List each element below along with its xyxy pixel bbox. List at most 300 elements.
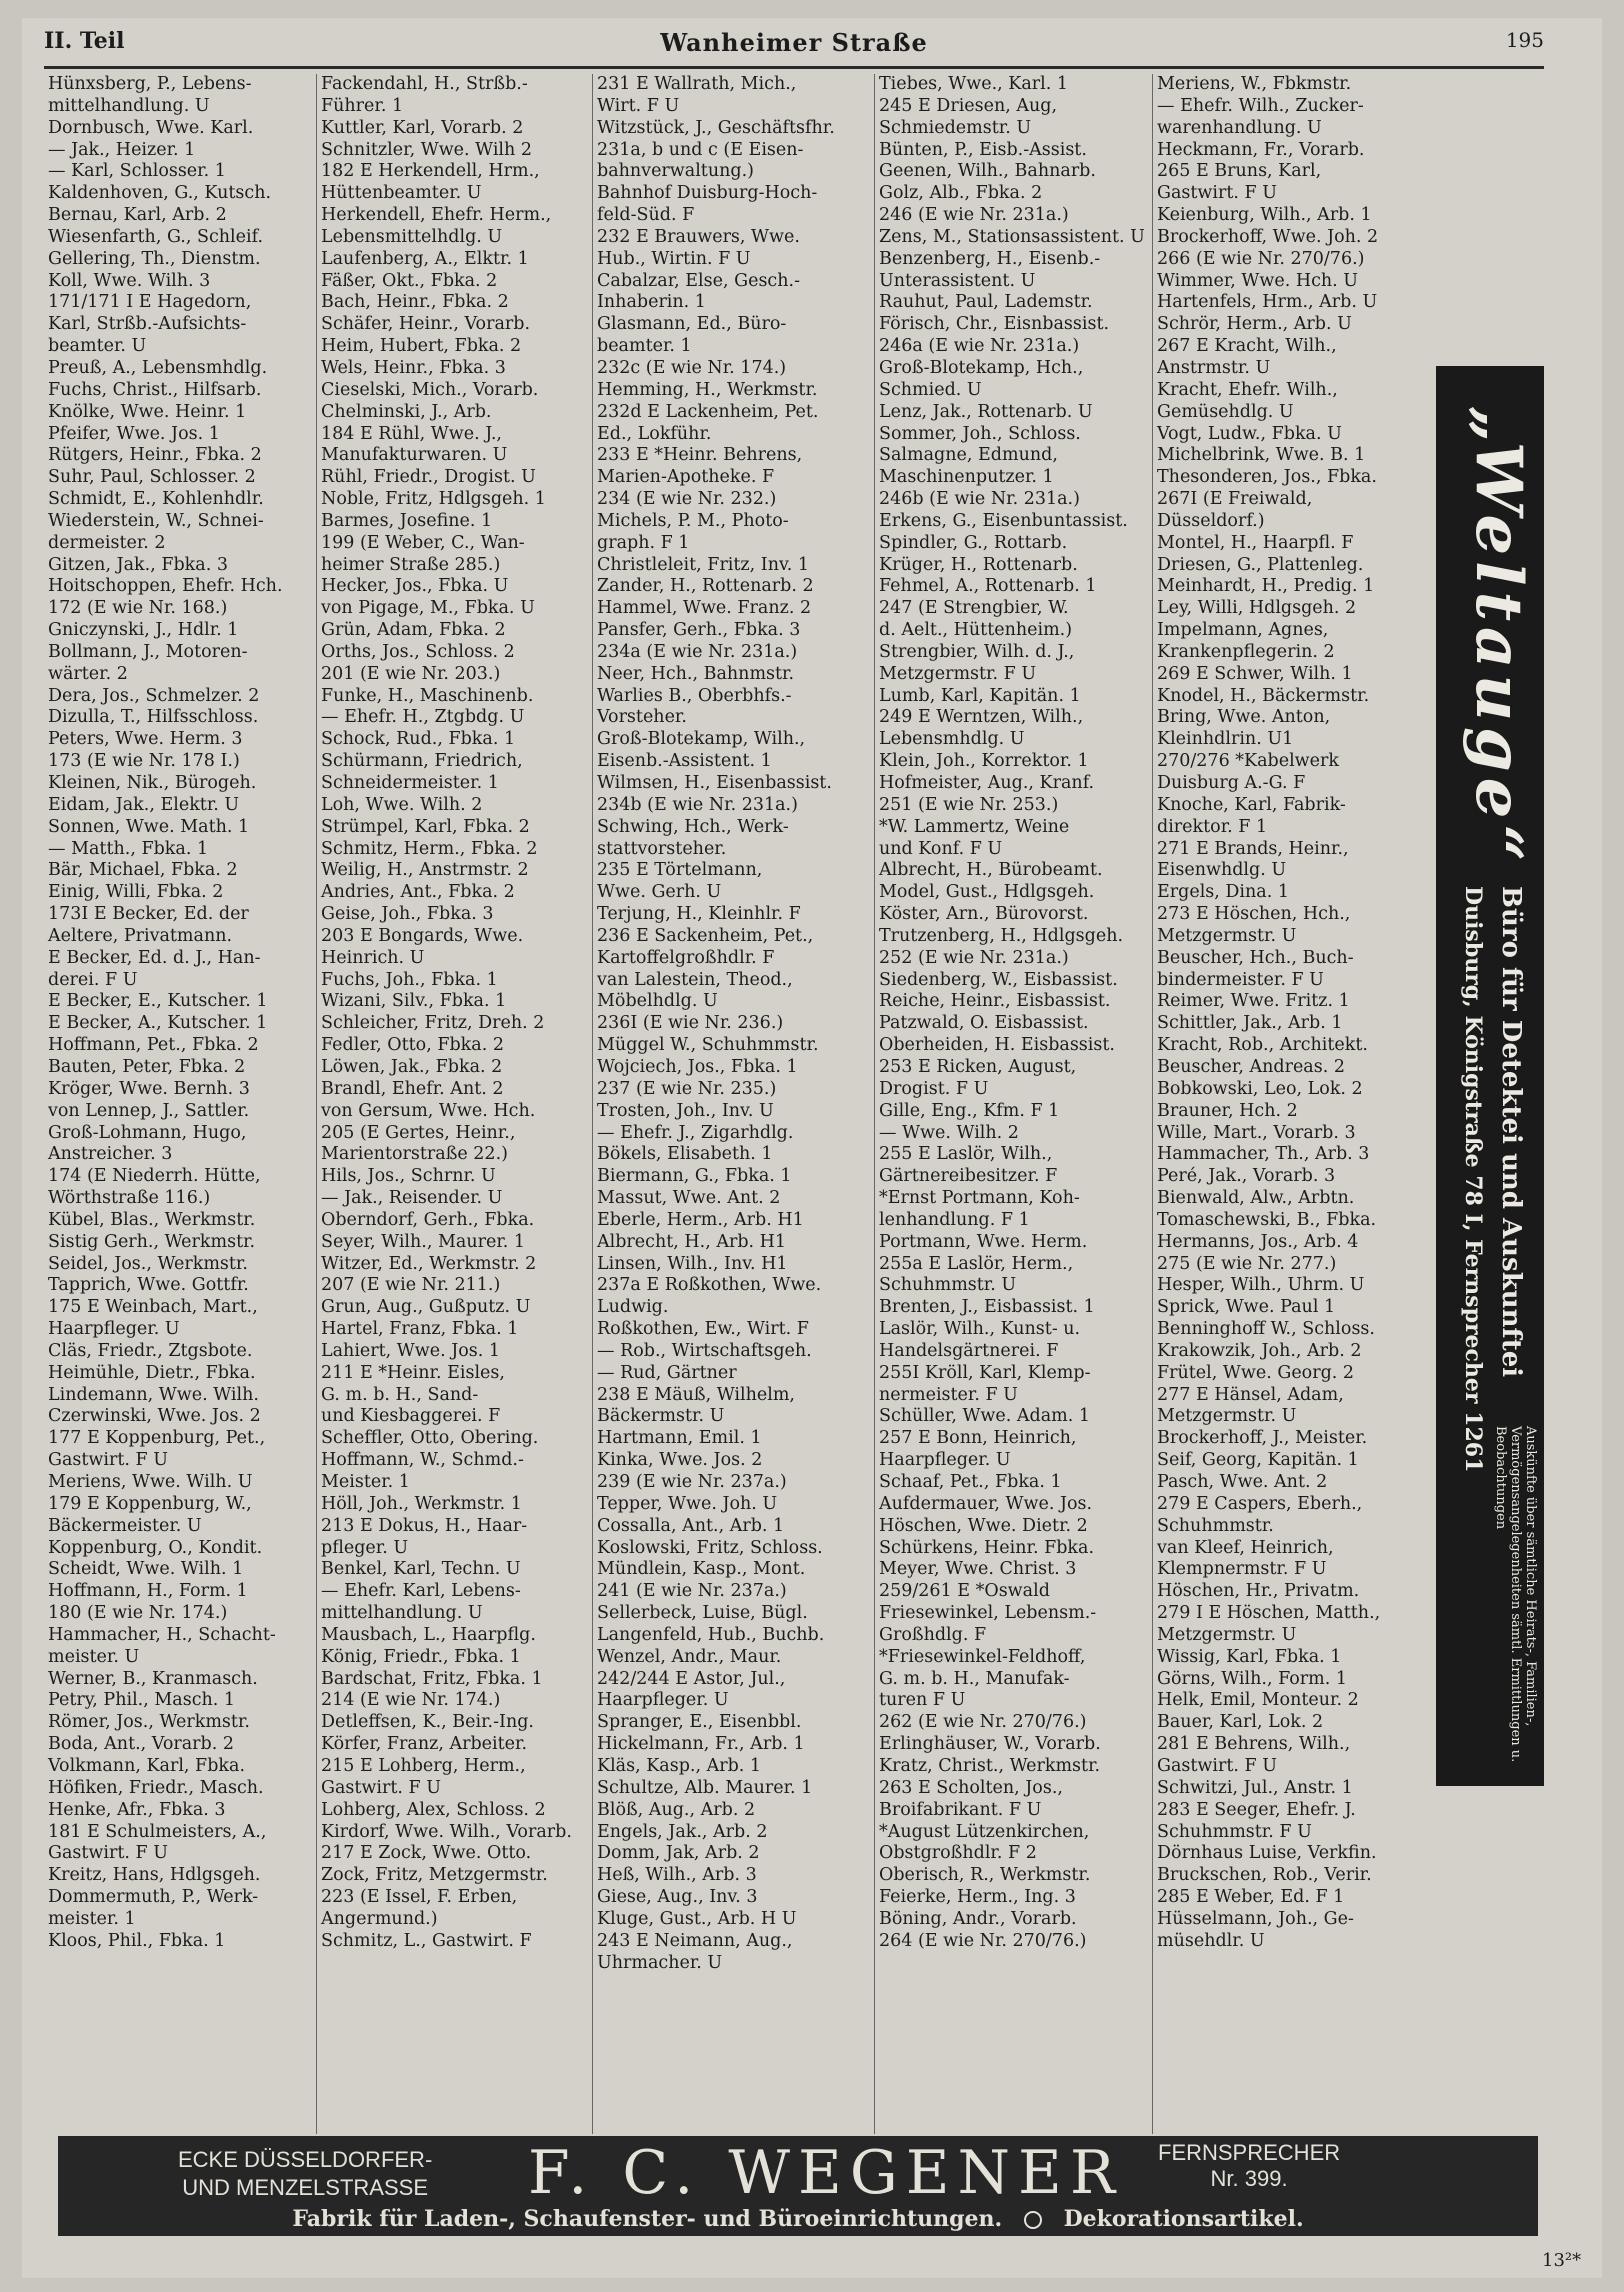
directory-entry: Helk, Emil, Monteur. 2 [1157, 1690, 1359, 1711]
directory-entry: Bökels, Elisabeth. 1 [597, 1144, 773, 1165]
directory-entry: graph. F 1 [597, 532, 690, 553]
directory-entry: 182 E Herkendell, Hrm., [321, 161, 540, 182]
directory-entry: Gastwirt. F U [48, 1843, 168, 1864]
directory-entry: Eberle, Herm., Arb. H1 [597, 1209, 804, 1230]
directory-entry: Wörthstraße 116.) [48, 1188, 211, 1209]
directory-entry: Orths, Jos., Schloss. 2 [321, 641, 515, 662]
directory-entry: Metzgermstr. U [1157, 1624, 1297, 1645]
directory-entry: Gniczynski, J., Hdlr. 1 [48, 620, 239, 641]
directory-entry: Reimer, Wwe. Fritz. 1 [1157, 991, 1350, 1012]
directory-entry: Vorsteher. [597, 707, 687, 728]
directory-entry: 243 E Neimann, Aug., [597, 1930, 793, 1951]
directory-entry: Hofmeister, Aug., Kranf. [879, 773, 1095, 793]
directory-entry: Gastwirt. F U [1157, 183, 1277, 204]
directory-entry: Montel, H., Haarpfl. F [1157, 532, 1354, 553]
directory-entry: Maschinenputzer. 1 [879, 467, 1054, 488]
directory-entry: 234b (E wie Nr. 231a.) [597, 794, 798, 815]
directory-entry: 255a E Laslör, Herm., [879, 1253, 1074, 1274]
directory-entry: Löwen, Jak., Fbka. 2 [321, 1056, 503, 1077]
directory-entry: Hüttenbeamter. U [321, 183, 482, 204]
signature-mark: 13²* [1542, 2250, 1582, 2271]
directory-entry: 281 E Behrens, Wilh., [1157, 1734, 1351, 1755]
directory-entry: Sommer, Joh., Schloss. [879, 423, 1081, 444]
directory-entry: Friesewinkel, Lebensm.- [879, 1603, 1097, 1624]
directory-entry: — Wwe. Wilh. 2 [879, 1122, 1019, 1143]
directory-entry: Seif, Georg, Kapitän. 1 [1157, 1450, 1359, 1471]
directory-entry: Brandl, Ehefr. Ant. 2 [321, 1078, 504, 1099]
directory-entry: Schneidermeister. 1 [321, 773, 499, 793]
directory-entry: Schittler, Jak., Arb. 1 [1157, 1013, 1343, 1034]
directory-column-3 [592, 74, 873, 2134]
directory-entry: Anstrmstr. U [1157, 357, 1271, 378]
directory-entry: Schwitzi, Jul., Anstr. 1 [1157, 1777, 1353, 1798]
directory-entry: 245 E Driesen, Aug, [879, 95, 1058, 116]
directory-entry: Eisenwhdlg. U [1157, 860, 1287, 881]
directory-entry: Portmann, Wwe. Herm. [879, 1231, 1088, 1252]
directory-entry: Benkel, Karl, Techn. U [321, 1559, 521, 1580]
directory-entry: Rütgers, Heinr., Fbka. 2 [48, 445, 262, 466]
directory-entry: Erlinghäuser, W., Vorarb. [879, 1734, 1101, 1755]
page-number: 195 [1505, 28, 1544, 52]
directory-entry: 242/244 E Astor, Jul., [597, 1668, 786, 1689]
directory-entry: Bollmann, J., Motoren- [48, 641, 248, 662]
directory-entry: 236 E Sackenheim, Pet., [597, 925, 814, 946]
directory-entry: Schmied. U [879, 379, 982, 400]
directory-entry: Schnitzler, Wwe. Wilh 2 [321, 139, 532, 160]
directory-entry: 237a E Roßkothen, Wwe. [597, 1275, 822, 1296]
directory-entry: 172 (E wie Nr. 168.) [48, 598, 228, 619]
directory-entry: Broifabrikant. F U [879, 1799, 1042, 1820]
directory-entry: — Rob., Wirtschaftsgeh. [597, 1340, 812, 1361]
directory-entry: Hammel, Wwe. Franz. 2 [597, 598, 812, 619]
directory-entry: Haarpfleger. U [879, 1450, 1011, 1471]
directory-entry: Schüller, Wwe. Adam. 1 [879, 1406, 1091, 1427]
directory-entry: 259/261 E *Oswald [879, 1581, 1050, 1602]
directory-entry: Spranger, E., Eisenbbl. [597, 1712, 802, 1733]
directory-entry: Grün, Adam, Fbka. 2 [321, 620, 506, 641]
directory-entry: E Becker, A., Kutscher. 1 [48, 1013, 268, 1034]
directory-entry: Glasmann, Ed., Büro- [597, 314, 787, 335]
directory-entry: Cieselski, Mich., Vorarb. [321, 379, 539, 400]
directory-entry: Schuhmmstr. U [879, 1275, 1017, 1296]
directory-entry: Groß-Blotekamp, Hch., [879, 357, 1084, 378]
directory-entry: beamter. 1 [597, 336, 692, 357]
directory-entry: Frütel, Wwe. Georg. 2 [1157, 1362, 1355, 1383]
directory-entry: und Kiesbaggerei. F [321, 1406, 501, 1427]
ad-firm-name: F. C. WEGENER [528, 2138, 1124, 2208]
directory-entry: — Ehefr. Wilh., Zucker- [1157, 95, 1364, 116]
directory-entry: Feierke, Herm., Ing. 3 [879, 1887, 1076, 1908]
directory-entry: Hüsselmann, Joh., Ge- [1157, 1908, 1354, 1929]
directory-entry: — Matth., Fbka. 1 [48, 838, 209, 859]
directory-entry: Noble, Fritz, Hdlgsgeh. 1 [321, 489, 546, 510]
directory-entry: Bäckermeister. U [48, 1515, 202, 1536]
directory-entry: Kratz, Christ., Werkmstr. [879, 1755, 1101, 1776]
directory-entry: Wwe. Gerh. U [597, 882, 722, 903]
ad-service-line: Büro für Detektei und Auskunftei [1496, 886, 1526, 1378]
directory-entry: Führer. 1 [321, 95, 404, 116]
directory-entry: Petry, Phil., Masch. 1 [48, 1690, 236, 1711]
directory-entry: Schuhmmstr. [1157, 1515, 1274, 1536]
ad-fine-print: Auskünfte über sämtliche Heirats-, Familien-, Vermögensangelegenheiten sämtl. Ermittlungen u. Beobachtungen [1493, 1426, 1538, 1763]
directory-entry: Wels, Heinr., Fbka. 3 [321, 357, 506, 378]
directory-entry: Hils, Jos., Schrnr. U [321, 1166, 496, 1187]
directory-entry: Fäßer, Okt., Fbka. 2 [321, 270, 498, 291]
directory-entry: Suhr, Paul, Schlosser. 2 [48, 467, 256, 488]
directory-entry: Benzenberg, H., Eisenb.- [879, 248, 1101, 269]
directory-entry: Bünten, P., Eisb.-Assist. [879, 139, 1087, 160]
directory-entry: Henke, Afr., Fbka. 3 [48, 1799, 226, 1820]
directory-entry: Golz, Alb., Fbka. 2 [879, 183, 1043, 204]
directory-entry: Ludwig. [597, 1297, 669, 1318]
directory-entry: Kleinhdlrin. U1 [1157, 729, 1294, 750]
directory-entry: Cabalzar, Else, Gesch.- [597, 270, 800, 291]
directory-entry: Böning, Andr., Vorarb. [879, 1908, 1077, 1929]
directory-entry: 215 E Lohberg, Herm., [321, 1755, 526, 1776]
directory-entry: Knölke, Wwe. Heinr. 1 [48, 401, 247, 422]
directory-entry: Koslowski, Fritz, Schloss. [597, 1537, 823, 1558]
directory-entry: Terjung, H., Kleinhlr. F [597, 904, 801, 925]
directory-entry: Grun, Aug., Gußputz. U [321, 1297, 531, 1318]
directory-entry: Model, Gust., Hdlgsgeh. [879, 882, 1095, 903]
directory-entry: Fedler, Otto, Fbka. 2 [321, 1035, 504, 1056]
directory-entry: Düsseldorf.) [1157, 510, 1265, 531]
directory-entry: Schwing, Hch., Werk- [597, 816, 789, 837]
directory-entry: Gitzen, Jak., Fbka. 3 [48, 554, 228, 575]
directory-entry: Hammacher, H., Schacht- [48, 1624, 276, 1645]
directory-entry: Tomaschewski, B., Fbka. [1157, 1209, 1377, 1230]
directory-entry: Haarpfleger. U [48, 1319, 180, 1340]
directory-entry: Bobkowski, Leo, Lok. 2 [1157, 1078, 1363, 1099]
directory-entry: Rühl, Friedr., Drogist. U [321, 467, 536, 488]
directory-entry: 277 E Hänsel, Adam, [1157, 1384, 1344, 1405]
directory-entry: Kracht, Rob., Architekt. [1157, 1035, 1368, 1056]
directory-column-4 [874, 74, 1151, 2134]
directory-entry: warenhandlung. U [1157, 117, 1322, 138]
directory-entry: Strengbier, Wilh. d. J., [879, 641, 1075, 662]
directory-entry: Oberisch, R., Werkmstr. [879, 1865, 1091, 1886]
directory-entry: Schäfer, Heinr., Vorarb. [321, 314, 531, 335]
directory-entry: Hickelmann, Fr., Arb. 1 [597, 1734, 805, 1755]
directory-entry: Benninghoff W., Schloss. [1157, 1319, 1375, 1340]
directory-entry: 171/171 I E Hagedorn, [48, 292, 252, 313]
directory-entry: heimer Straße 285.) [321, 554, 501, 575]
directory-entry: Czerwinski, Wwe. Jos. 2 [48, 1406, 261, 1427]
directory-entry: Schultze, Alb. Maurer. 1 [597, 1777, 813, 1798]
directory-entry: — Rud, Gärtner [597, 1362, 737, 1383]
directory-entry: 232d E Lackenheim, Pet. [597, 401, 819, 422]
directory-entry: Wiesenfarth, G., Schleif. [48, 226, 264, 247]
directory-entry: Albrecht, H., Bürobeamt. [879, 860, 1103, 881]
directory-entry: 236I (E wie Nr. 236.) [597, 1013, 784, 1034]
directory-entry: van Lalestein, Theod., [597, 969, 793, 990]
directory-entry: Hub., Wirtin. F U [597, 248, 751, 269]
directory-entry: 232c (E wie Nr. 174.) [597, 357, 787, 378]
directory-entry: 237 (E wie Nr. 235.) [597, 1078, 777, 1099]
directory-entry: Geise, Joh., Fbka. 3 [321, 904, 494, 925]
directory-entry: — Ehefr. H., Ztgbdg. U [321, 707, 525, 728]
directory-entry: Handelsgärtnerei. F [879, 1340, 1059, 1361]
directory-entry: Schmitz, L., Gastwirt. F [321, 1930, 532, 1951]
directory-entry: Trutzenberg, H., Hdlgsgeh. [879, 925, 1124, 946]
directory-entry: Lebensmittelhdlg. U [321, 226, 503, 247]
directory-entry: Wissig, Karl, Fbka. 1 [1157, 1646, 1342, 1667]
directory-entry: Höschen, Wwe. Dietr. 2 [879, 1515, 1088, 1536]
directory-columns [44, 74, 1544, 2134]
directory-entry: Römer, Jos., Werkmstr. [48, 1712, 250, 1733]
directory-entry: Weilig, H., Anstrmstr. 2 [321, 860, 529, 881]
directory-entry: Blöß, Aug., Arb. 2 [597, 1799, 756, 1820]
directory-entry: Seidel, Jos., Werkmstr. [48, 1253, 248, 1274]
directory-entry: Krakowzik, Joh., Arb. 2 [1157, 1340, 1362, 1361]
directory-entry: Massut, Wwe. Ant. 2 [597, 1188, 781, 1209]
directory-entry: — Jak., Reisender. U [321, 1188, 503, 1209]
directory-entry: 203 E Bongards, Wwe. [321, 925, 524, 946]
directory-entry: Angermund.) [321, 1908, 438, 1929]
directory-entry: 262 (E wie Nr. 270/76.) [879, 1712, 1087, 1733]
directory-entry: 234 (E wie Nr. 232.) [597, 489, 777, 510]
directory-entry: Peters, Wwe. Herm. 3 [48, 729, 243, 750]
directory-entry: von Lennep, J., Sattler. [48, 1100, 250, 1121]
directory-entry: mittelhandlung. U [48, 95, 210, 116]
directory-entry: *Friesewinkel-Feldhoff, [879, 1646, 1086, 1667]
directory-entry: Warlies B., Oberbhfs.- [597, 685, 792, 706]
directory-entry: König, Friedr., Fbka. 1 [321, 1646, 521, 1667]
directory-entry: Gemüsehdlg. U [1157, 401, 1294, 422]
directory-entry: nermeister. F U [879, 1384, 1018, 1405]
directory-entry: 241 (E wie Nr. 237a.) [597, 1581, 787, 1602]
directory-entry: 285 E Weber, Ed. F 1 [1157, 1887, 1345, 1908]
directory-entry: Hünxsberg, P., Lebens- [48, 74, 252, 94]
directory-entry: G. m. b. H., Manufak- [879, 1668, 1070, 1689]
directory-entry: Heimühle, Dietr., Fbka. [48, 1362, 256, 1383]
directory-entry: 173 (E wie Nr. 178 I.) [48, 751, 240, 772]
directory-entry: 255I Kröll, Karl, Klemp- [879, 1362, 1091, 1383]
directory-entry: Müggel W., Schuhmmstr. [597, 1035, 819, 1056]
directory-entry: Beuscher, Hch., Buch- [1157, 947, 1354, 968]
directory-entry: Meister. 1 [321, 1472, 410, 1492]
directory-entry: Michels, P. M., Photo- [597, 510, 789, 531]
directory-entry: — Ehefr. Karl, Lebens- [321, 1581, 521, 1602]
directory-entry: Reiche, Heinr., Eisbassist. [879, 991, 1111, 1012]
directory-entry: Geenen, Wilh., Bahnarb. [879, 161, 1096, 182]
directory-entry: 246b (E wie Nr. 231a.) [879, 489, 1080, 510]
directory-entry: Krüger, H., Rottenarb. [879, 554, 1078, 575]
directory-entry: mittelhandlung. U [321, 1603, 483, 1624]
directory-entry: Heckmann, Fr., Vorarb. [1157, 139, 1365, 160]
directory-entry: Witzer, Ed., Werkmstr. 2 [321, 1253, 537, 1274]
directory-entry: Neer, Hch., Bahnmstr. [597, 663, 795, 684]
directory-entry: 174 (E Niederrh. Hütte, [48, 1166, 261, 1187]
directory-entry: Impelmann, Agnes, [1157, 620, 1329, 641]
directory-entry: Schürmann, Friedrich, [321, 751, 523, 772]
directory-entry: Giese, Aug., Inv. 3 [597, 1887, 758, 1908]
directory-entry: 217 E Zock, Wwe. Otto. [321, 1843, 532, 1864]
directory-entry: Manufakturwaren. U [321, 445, 508, 466]
directory-entry: Zander, H., Rottenarb. 2 [597, 576, 814, 597]
directory-entry: Beuscher, Andreas. 2 [1157, 1056, 1345, 1077]
directory-entry: 213 E Dokus, H., Haar- [321, 1515, 528, 1536]
directory-entry: 266 (E wie Nr. 270/76.) [1157, 248, 1365, 269]
directory-entry: Klempnermstr. F U [1157, 1559, 1327, 1580]
directory-entry: Pfeifer, Wwe. Jos. 1 [48, 423, 220, 444]
directory-entry: Sellerbeck, Luise, Bügl. [597, 1603, 808, 1624]
directory-entry: Spindler, G., Rottarb. [879, 532, 1068, 553]
directory-entry: Kaldenhoven, G., Kutsch. [48, 183, 272, 204]
directory-entry: 249 E Werntzen, Wilh., [879, 707, 1084, 728]
directory-entry: derei. F U [48, 969, 138, 990]
directory-entry: Duisburg A.-G. F [1157, 773, 1306, 793]
directory-entry: Tiebes, Wwe., Karl. 1 [879, 74, 1069, 94]
directory-entry: Hoitschoppen, Ehefr. Hch. [48, 576, 283, 597]
directory-entry: 275 (E wie Nr. 277.) [1157, 1253, 1337, 1274]
directory-entry: G. m. b. H., Sand- [321, 1384, 479, 1405]
directory-entry: Fehmel, A., Rottenarb. 1 [879, 576, 1097, 597]
directory-entry: *Ernst Portmann, Koh- [879, 1188, 1080, 1209]
page-header [44, 26, 1544, 69]
directory-entry: *W. Lammertz, Weine [879, 816, 1070, 837]
directory-entry: Peré, Jak., Vorarb. 3 [1157, 1166, 1336, 1187]
directory-entry: Hecker, Jos., Fbka. U [321, 576, 509, 597]
directory-entry: 238 E Mäuß, Wilhelm, [597, 1384, 795, 1405]
directory-entry: Zens, M., Stationsassistent. U [879, 226, 1145, 247]
directory-entry: Schürkens, Heinr. Fbka. [879, 1537, 1095, 1558]
directory-entry: von Pigage, M., Fbka. U [321, 598, 535, 619]
directory-entry: Biermann, G., Fbka. 1 [597, 1166, 792, 1187]
directory-entry: Wenzel, Andr., Maur. [597, 1646, 782, 1667]
directory-entry: Detleffsen, K., Beir.-Ing. [321, 1712, 534, 1733]
directory-entry: 173I E Becker, Ed. der [48, 904, 249, 925]
directory-entry: Seyer, Wilh., Maurer. 1 [321, 1231, 526, 1252]
directory-entry: Kartoffelgroßhdlr. F [597, 947, 775, 968]
directory-entry: Lindemann, Wwe. Wilh. [48, 1384, 259, 1405]
directory-entry: Ley, Willi, Hdlgsgeh. 2 [1157, 598, 1357, 619]
directory-entry: 252 (E wie Nr. 231a.) [879, 947, 1069, 968]
directory-entry: Görns, Wilh., Form. 1 [1157, 1668, 1348, 1689]
directory-entry: Meriens, Wwe. Wilh. U [48, 1472, 253, 1492]
directory-entry: Boda, Ant., Vorarb. 2 [48, 1734, 234, 1755]
ad-corner-address: ECKE DÜSSELDORFER- UND MENZELSTRASSE [178, 2147, 433, 2200]
directory-entry: Sonnen, Wwe. Math. 1 [48, 816, 250, 837]
directory-entry: Witzstück, J., Geschäftsfhr. [597, 117, 835, 138]
directory-entry: Knodel, H., Bäckermstr. [1157, 685, 1370, 706]
directory-entry: Uhrmacher. U [597, 1952, 723, 1973]
directory-entry: Kinka, Wwe. Jos. 2 [597, 1450, 763, 1471]
directory-entry: Rauhut, Paul, Lademstr. [879, 292, 1093, 313]
directory-entry: Sistig Gerh., Werkmstr. [48, 1231, 256, 1252]
directory-entry: 263 E Scholten, Jos., [879, 1777, 1063, 1798]
directory-entry: Aufdermauer, Wwe. Jos. [879, 1493, 1093, 1514]
directory-entry: 264 (E wie Nr. 270/76.) [879, 1930, 1087, 1951]
flower-ornament-icon [1024, 2211, 1042, 2229]
directory-entry: meister. U [48, 1646, 140, 1667]
directory-entry: lenhandlung. F 1 [879, 1209, 1030, 1230]
directory-entry: Erkens, G., Eisenbuntassist. [879, 510, 1128, 531]
directory-entry: van Kleef, Heinrich, [1157, 1537, 1334, 1558]
directory-entry: 246a (E wie Nr. 231a.) [879, 336, 1080, 357]
directory-entry: Bauer, Karl, Lok. 2 [1157, 1712, 1324, 1733]
directory-entry: Metzgermstr. U [1157, 925, 1297, 946]
directory-entry: Meyer, Wwe. Christ. 3 [879, 1559, 1077, 1580]
directory-entry: Fuchs, Joh., Fbka. 1 [321, 969, 498, 990]
directory-entry: Hartenfels, Hrm., Arb. U [1157, 292, 1378, 313]
directory-entry: Brockerhoff, J., Meister. [1157, 1428, 1368, 1449]
directory-entry: Marien-Apotheke. F [597, 467, 775, 488]
street-title: Wanheimer Straße [660, 28, 928, 57]
ad-tagline [58, 2206, 1538, 2232]
directory-entry: Bardschat, Fritz, Fbka. 1 [321, 1668, 543, 1689]
directory-entry: 234a (E wie Nr. 231a.) [597, 641, 798, 662]
directory-entry: turen F U [879, 1690, 966, 1711]
directory-entry: Kuttler, Karl, Vorarb. 2 [321, 117, 524, 138]
directory-entry: Kracht, Ehefr. Wilh., [1157, 379, 1338, 400]
directory-entry: Wiederstein, W., Schnei- [48, 510, 264, 531]
ad-tagline-left: Fabrik für Laden-, Schaufenster- und Büroeinrichtungen. [292, 2206, 1003, 2232]
directory-entry: Bäckermstr. U [597, 1406, 725, 1427]
directory-entry: 211 E *Heinr. Eisles, [321, 1362, 505, 1383]
directory-entry: Bring, Wwe. Anton, [1157, 707, 1331, 728]
directory-entry: Tepper, Wwe. Joh. U [597, 1493, 778, 1514]
directory-entry: Cläs, Friedr., Ztgsbote. [48, 1340, 253, 1361]
directory-entry: Schuhmmstr. F U [1157, 1821, 1312, 1842]
directory-entry: 271 E Brands, Heinr., [1157, 838, 1349, 859]
directory-entry: Schock, Rud., Fbka. 1 [321, 729, 516, 750]
directory-entry: 231a, b und c (E Eisen- [597, 139, 804, 160]
directory-entry: Meinhardt, H., Predig. 1 [1157, 576, 1375, 597]
directory-entry: 235 E Törtelmann, [597, 860, 763, 881]
directory-entry: stattvorsteher. [597, 838, 727, 859]
directory-entry: Hammacher, Th., Arb. 3 [1157, 1144, 1370, 1165]
directory-entry: Hermanns, Jos., Arb. 4 [1157, 1231, 1359, 1252]
directory-entry: Christleleit, Fritz, Inv. 1 [597, 554, 810, 575]
directory-entry: Dera, Jos., Schmelzer. 2 [48, 685, 260, 706]
directory-entry: Förisch, Chr., Eisnbassist. [879, 314, 1110, 335]
directory-entry: Brenten, J., Eisbassist. 1 [879, 1297, 1095, 1318]
directory-entry: 267I (E Freiwald, [1157, 489, 1313, 510]
directory-entry: Unterassistent. U [879, 270, 1036, 291]
directory-entry: Mündlein, Kasp., Mont. [597, 1559, 806, 1580]
directory-entry: wärter. 2 [48, 663, 128, 684]
directory-entry: 269 E Schwer, Wilh. 1 [1157, 663, 1353, 684]
directory-entry: Kläs, Kasp., Arb. 1 [597, 1755, 762, 1776]
directory-entry: und Konf. F U [879, 838, 1003, 859]
directory-entry: Hemming, H., Werkmstr. [597, 379, 818, 400]
directory-entry: Inhaberin. 1 [597, 292, 706, 313]
directory-entry: Koppenburg, O., Kondit. [48, 1537, 263, 1558]
directory-entry: Domm, Jak, Arb. 2 [597, 1843, 760, 1864]
ad-brand: „Weltauge“ [1461, 406, 1536, 868]
directory-entry: Salmagne, Edmund, [879, 445, 1058, 466]
directory-entry: Funke, H., Maschinenb. [321, 685, 534, 706]
directory-entry: Laslör, Wilh., Kunst- u. [879, 1319, 1081, 1340]
directory-entry: Herkendell, Ehefr. Herm., [321, 205, 552, 226]
directory-entry: Wizani, Silv., Fbka. 1 [321, 991, 507, 1012]
directory-entry: Schmidt, E., Kohlenhdlr. [48, 489, 264, 510]
directory-entry: — Karl, Schlosser. 1 [48, 161, 226, 182]
directory-entry: Brockerhoff, Wwe. Joh. 2 [1157, 226, 1379, 247]
directory-entry: Strümpel, Karl, Fbka. 2 [321, 816, 530, 837]
directory-entry: Fackendahl, H., Strßb.- [321, 74, 528, 94]
directory-entry: Volkmann, Karl, Fbka. [48, 1755, 246, 1776]
directory-entry: Kirdorf, Wwe. Wilh., Vorarb. [321, 1821, 572, 1842]
directory-entry: bahnverwaltung.) [597, 161, 754, 182]
directory-entry: Gastwirt. F U [1157, 1755, 1277, 1776]
directory-entry: Kröger, Wwe. Bernh. 3 [48, 1078, 250, 1099]
part-label: II. Teil [44, 28, 125, 54]
directory-entry: Anstreicher. 3 [48, 1144, 173, 1165]
directory-entry: Werner, B., Kranmasch. [48, 1668, 258, 1689]
directory-entry: 175 E Weinbach, Mart., [48, 1297, 258, 1318]
